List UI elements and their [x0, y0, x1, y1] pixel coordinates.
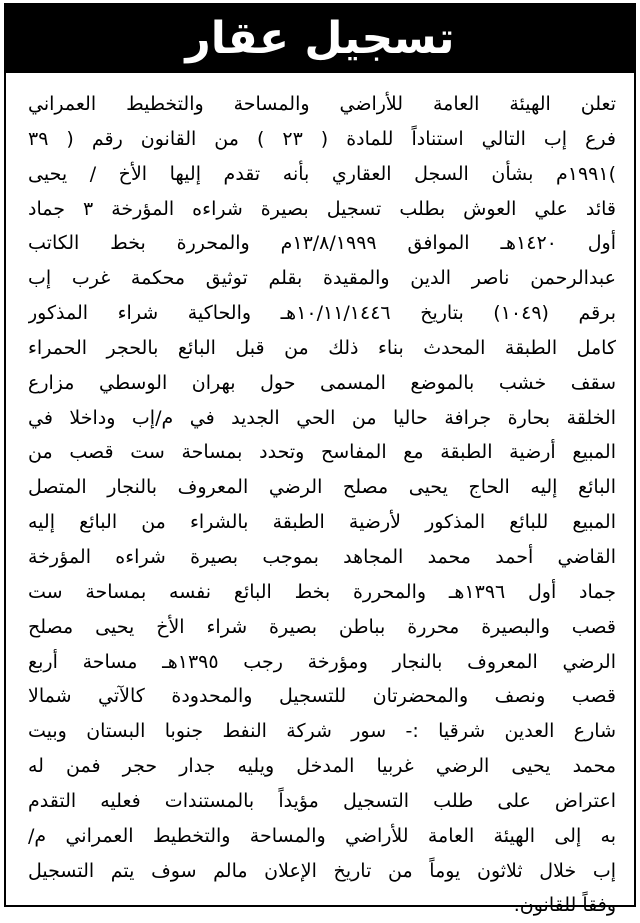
notice-line: إب خلال ثلاثون يوماً من تاريخ الإعلان مالم سوف يتم التسجيل	[28, 859, 616, 882]
notice-line: جماد أول ١٣٩٦هـ والمحررة بخط البائع نفسه بمساحة ست	[28, 580, 616, 603]
notice-line: به إلى الهيئة العامة للأراضي والمساحة والتخطيط العمراني م/	[28, 824, 616, 847]
notice-header	[6, 5, 634, 73]
notice-line: شارع العدين شرقيا :- سور شركة النفط جنوبا البستان وبيت	[28, 720, 616, 743]
notice-line: محمد يحيى الرضي غربيا المدخل ويليه جدار حجر فمن له	[28, 755, 616, 778]
notice-title: تسجيل عقار	[185, 13, 455, 64]
notice-line: فرع إب التالي استناداً للمادة ( ٢٣ ) من القانون رقم ( ٣٩	[28, 127, 616, 150]
notice-line: الرضي المعروف بالنجار ومؤرخة رجب ١٣٩٥هـ مساحة أربع	[28, 650, 616, 673]
notice-line: الخلقة بحارة جرافة حاليا من الحي الجديد في م/إب وداخلا في	[28, 406, 616, 429]
notice-line: المبيع أرضية الطبقة مع المفاسح وتحدد بمساحة ست قصب من	[28, 441, 616, 464]
notice-line: أول ١٤٢٠هـ الموافق ١٣/٨/١٩٩٩م والمحررة بخط الكاتب	[28, 232, 616, 255]
notice-line: )١٩٩١م بشأن السجل العقاري بأنه تقدم إليها الأخ / يحيى	[28, 162, 616, 185]
notice-line: سقف خشب بالموضع المسمى حول بهران الوسطي مزارع	[28, 371, 616, 394]
notice-line: قصب ونصف والمحضرتان للتسجيل والمحدودة كالآتي شمالا	[28, 685, 616, 708]
notice-line: تعلن الهيئة العامة للأراضي والمساحة والتخطيط العمراني	[28, 93, 616, 115]
notice-body	[28, 87, 616, 923]
notice-box	[4, 3, 636, 917]
notice-line: برقم (١٠٤٩) بتاريخ ١٠/١١/١٤٤٦هـ والحاكية شراء المذكور	[28, 302, 616, 325]
notice-line: قصب والبصيرة محررة بباطن بصيرة شراء الأخ يحيى مصلح	[28, 615, 616, 638]
notice-line: المبيع للبائع المذكور لأرضية الطبقة بالشراء من البائع إليه	[28, 511, 616, 534]
notice-line: عبدالرحمن ناصر الدين والمقيدة بقلم توثيق محكمة غرب إب	[28, 267, 616, 290]
notice-line: البائع إليه الحاج يحيى مصلح الرضي المعروف بالنجار المتصل	[28, 476, 616, 499]
notice-line: القاضي أحمد محمد المجاهد بموجب بصيرة شراءه المؤرخة	[28, 545, 616, 568]
notice-line: اعتراض على طلب التسجيل مؤيداً بالمستندات فعليه التقدم	[28, 789, 616, 812]
notice-line: وفقاً للقانون.	[513, 894, 616, 917]
notice-line: قائد علي العوش بطلب تسجيل بصيرة شراءه المؤرخة ٣ جماد	[28, 197, 616, 220]
notice-line: كامل الطبقة المحدث بناء ذلك من قبل البائع بالحجر الحمراء	[28, 336, 616, 359]
